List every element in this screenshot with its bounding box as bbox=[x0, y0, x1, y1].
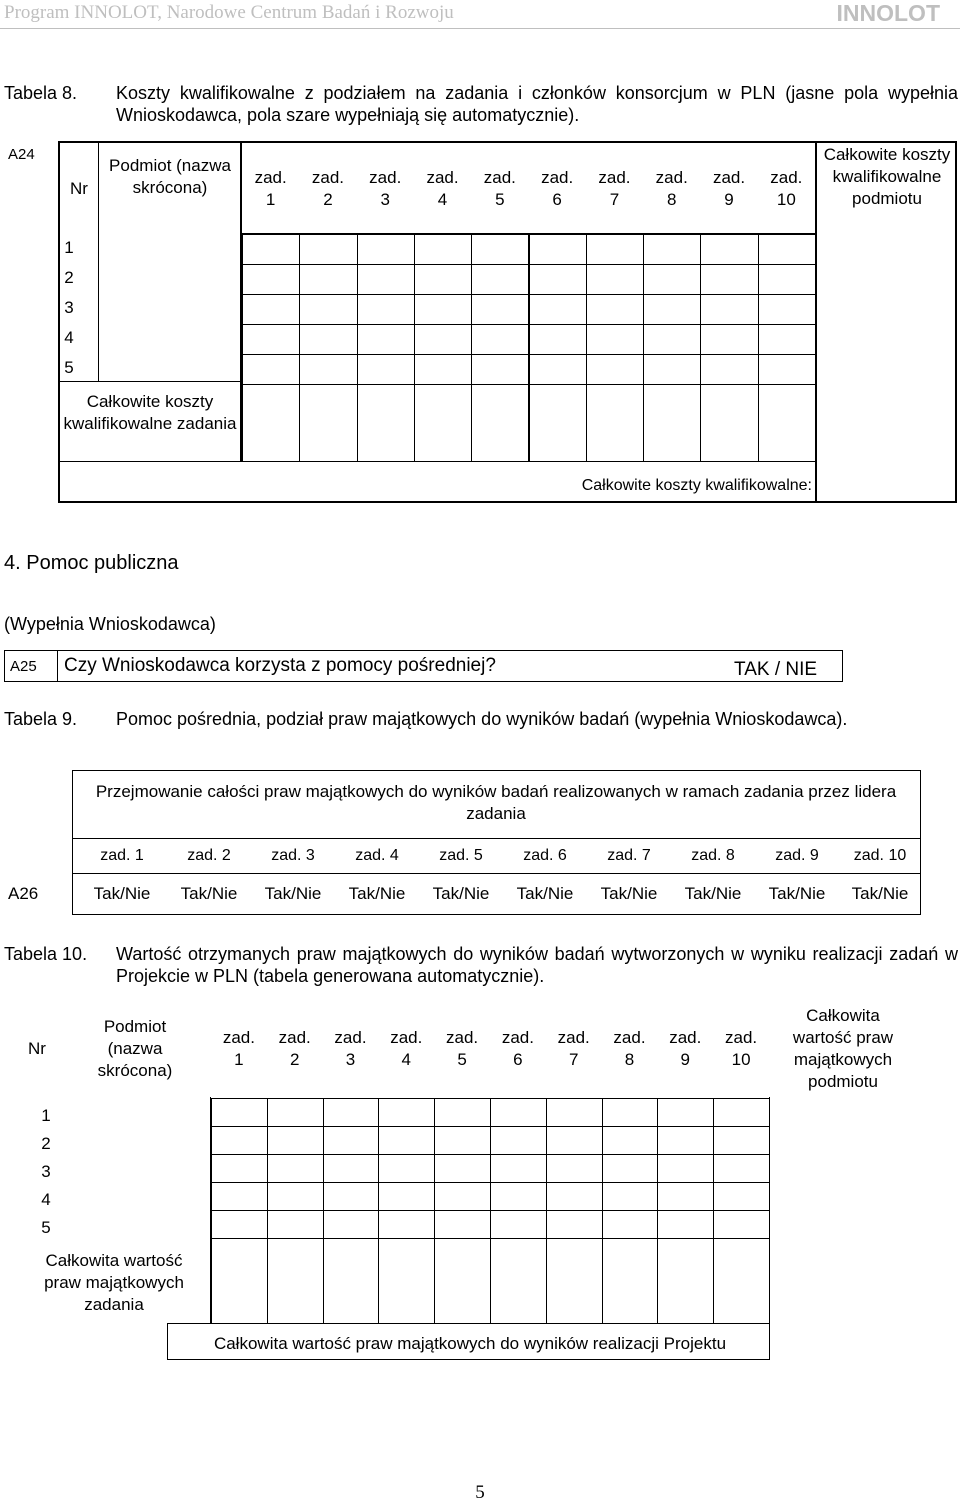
table10-value-cell bbox=[657, 1210, 714, 1239]
table8-row-number: 1 bbox=[64, 238, 74, 257]
table8-code: A24 bbox=[8, 146, 35, 163]
table8-input-cell[interactable] bbox=[758, 354, 816, 385]
table10-value-cell bbox=[211, 1210, 268, 1239]
table10-value-cell bbox=[546, 1126, 603, 1155]
table10-value-cell bbox=[546, 1210, 603, 1239]
table8-input-cell[interactable] bbox=[414, 324, 472, 355]
table9-header: Przejmowanie całości praw majątkowych do wyników badań realizowanych w ramach zadania przez lidera zadania bbox=[95, 782, 897, 823]
table10-value-cell bbox=[267, 1154, 324, 1183]
table10-row-total-label: Całkowita wartość praw majątkowych zadania bbox=[44, 1251, 184, 1314]
table10-task-total-cell bbox=[323, 1238, 380, 1324]
table10-value-cell bbox=[323, 1210, 380, 1239]
table10-task-number: 4 bbox=[401, 1050, 412, 1069]
table10-task-number: 7 bbox=[568, 1050, 579, 1069]
table10-task-total-cell bbox=[602, 1238, 659, 1324]
table8-input-cell[interactable] bbox=[586, 324, 644, 355]
table8-col-total: Całkowite koszty kwalifikowalne podmiotu bbox=[823, 145, 951, 208]
table8-input-cell[interactable] bbox=[758, 264, 816, 295]
a25-question: Czy Wnioskodawca korzysta z pomocy pośredniej? bbox=[64, 655, 496, 676]
table10-caption bbox=[4, 943, 960, 989]
table8-input-cell[interactable] bbox=[643, 234, 701, 265]
table8-input-cell[interactable] bbox=[299, 234, 357, 265]
table10-value-cell bbox=[434, 1126, 491, 1155]
table8-task-total-cell bbox=[586, 384, 644, 462]
table10-col-nr: Nr bbox=[28, 1039, 46, 1058]
table9-value-field[interactable]: Tak/Nie bbox=[516, 884, 574, 903]
table10-value-cell bbox=[378, 1098, 435, 1127]
table10-task-total-cell bbox=[378, 1238, 435, 1324]
table9-value-field[interactable]: Tak/Nie bbox=[264, 884, 322, 903]
table8-input-cell[interactable] bbox=[299, 324, 357, 355]
table10-value-cell bbox=[602, 1182, 659, 1211]
table8-task-zad-word: zad. bbox=[655, 168, 688, 187]
table9-caption-text: Pomoc pośrednia, podział praw majątkowych do wyników badań (wypełnia Wnioskodawca). bbox=[116, 709, 848, 729]
page-number: 5 bbox=[475, 1482, 485, 1503]
table8-task-number: 10 bbox=[776, 190, 796, 209]
table8-input-cell[interactable] bbox=[414, 354, 472, 385]
table10-row-number: 2 bbox=[41, 1134, 51, 1153]
table10-task-zad-word: zad. bbox=[613, 1028, 646, 1047]
table10-value-cell bbox=[713, 1126, 770, 1155]
table10-task-number: 6 bbox=[513, 1050, 523, 1069]
table8-input-cell[interactable] bbox=[357, 324, 415, 355]
table9-value-field[interactable]: Tak/Nie bbox=[600, 884, 658, 903]
table10-task-zad-word: zad. bbox=[557, 1028, 590, 1047]
table10-value-cell bbox=[713, 1154, 770, 1183]
table10-value-cell bbox=[490, 1210, 547, 1239]
table9-value-field[interactable]: Tak/Nie bbox=[93, 884, 151, 903]
table10-task-total-cell bbox=[434, 1238, 491, 1324]
table9-task-header: zad. 6 bbox=[523, 847, 567, 864]
table10-value-cell bbox=[657, 1182, 714, 1211]
table8-input-cell[interactable] bbox=[758, 234, 816, 265]
table10-task-zad-word: zad. bbox=[501, 1028, 534, 1047]
table10-value-cell bbox=[602, 1210, 659, 1239]
table10-value-cell bbox=[546, 1182, 603, 1211]
table8-row-total-label: Całkowite koszty kwalifikowalne zadania bbox=[63, 392, 237, 433]
table9-task-header: zad. 2 bbox=[187, 847, 231, 864]
table10-value-cell bbox=[657, 1126, 714, 1155]
table10-task-total-cell bbox=[546, 1238, 603, 1324]
table10-value-cell bbox=[602, 1126, 659, 1155]
table8-task-number: 6 bbox=[552, 190, 562, 209]
table10-task-zad-word: zad. bbox=[446, 1028, 479, 1047]
table8-input-cell[interactable] bbox=[586, 264, 644, 295]
table9-task-header: zad. 7 bbox=[607, 847, 651, 864]
table10-row-number: 1 bbox=[41, 1106, 51, 1125]
table10-value-cell bbox=[434, 1182, 491, 1211]
table10-task-total-cell bbox=[267, 1238, 324, 1324]
table8-task-total-cell bbox=[242, 384, 300, 462]
table10-task-zad-word: zad. bbox=[278, 1028, 311, 1047]
table8-input-cell[interactable] bbox=[643, 324, 701, 355]
table8-input-cell[interactable] bbox=[700, 354, 758, 385]
table10-task-zad-word: zad. bbox=[222, 1028, 255, 1047]
table10-value-cell bbox=[211, 1098, 268, 1127]
table8-input-cell[interactable] bbox=[357, 354, 415, 385]
table10-col-podmiot: Podmiot (nazwa skrócona) bbox=[97, 1017, 173, 1080]
table8-col-nr: Nr bbox=[70, 179, 88, 198]
table10-value-cell bbox=[434, 1098, 491, 1127]
table9-value-field[interactable]: Tak/Nie bbox=[180, 884, 238, 903]
table8-col-podmiot: Podmiot (nazwa skrócona) bbox=[109, 156, 231, 197]
a26-code: A26 bbox=[8, 884, 39, 903]
table8-task-number: 1 bbox=[265, 190, 276, 209]
table9-value-field[interactable]: Tak/Nie bbox=[851, 884, 909, 903]
table8-task-zad-word: zad. bbox=[426, 168, 459, 187]
table8-task-number: 3 bbox=[380, 190, 390, 209]
table10-row-number: 3 bbox=[41, 1162, 51, 1181]
table8-input-cell[interactable] bbox=[643, 264, 701, 295]
table8-task-number: 8 bbox=[667, 190, 677, 209]
table9-task-header: zad. 3 bbox=[271, 847, 315, 864]
table10-value-cell bbox=[211, 1154, 268, 1183]
table8-task-number: 5 bbox=[495, 190, 505, 209]
table10-value-cell bbox=[323, 1098, 380, 1127]
table10-value-cell bbox=[546, 1098, 603, 1127]
table10-task-zad-word: zad. bbox=[669, 1028, 702, 1047]
table9-task-header: zad. 10 bbox=[853, 847, 907, 864]
table8-task-total-cell bbox=[529, 384, 587, 462]
table8-task-zad-word: zad. bbox=[311, 168, 345, 187]
section4-title: 4. Pomoc publiczna bbox=[4, 552, 179, 574]
table10-value-cell bbox=[378, 1126, 435, 1155]
table9-task-header: zad. 1 bbox=[100, 847, 144, 864]
table8-input-cell[interactable] bbox=[242, 354, 300, 385]
table8-row-number: 3 bbox=[64, 298, 74, 317]
table10-task-zad-word: zad. bbox=[334, 1028, 367, 1047]
table9-value-field[interactable]: Tak/Nie bbox=[432, 884, 490, 903]
table8-task-number: 7 bbox=[609, 190, 620, 209]
table10-value-cell bbox=[323, 1154, 380, 1183]
table8-input-cell[interactable] bbox=[299, 354, 357, 385]
table8-input-cell[interactable] bbox=[414, 264, 472, 295]
table10-value-cell bbox=[378, 1210, 435, 1239]
table10-task-number: 2 bbox=[289, 1050, 300, 1069]
table8-task-zad-word: zad. bbox=[541, 168, 574, 187]
table8-input-cell[interactable] bbox=[357, 294, 415, 325]
table8-grand-total-label: Całkowite koszty kwalifikowalne: bbox=[581, 477, 812, 494]
table8-caption-text: Koszty kwalifikowalne z podziałem na zadania i członków konsorcjum w PLN (jasne pola wypełnia Wnioskodawca, pola szare wypełniają się automatycznie). bbox=[116, 83, 958, 125]
table10-task-number: 5 bbox=[457, 1050, 467, 1069]
table8-input-cell[interactable] bbox=[700, 234, 758, 265]
table10-value-cell bbox=[713, 1182, 770, 1211]
table10-task-number: 3 bbox=[345, 1050, 356, 1069]
table8-input-cell[interactable] bbox=[471, 294, 529, 325]
table10-row-number: 4 bbox=[41, 1190, 51, 1209]
table10-value-cell bbox=[490, 1098, 547, 1127]
table8-input-cell[interactable] bbox=[700, 324, 758, 355]
table10-col-total: Całkowita wartość praw majątkowych podmiotu bbox=[792, 1006, 894, 1091]
table8-input-cell[interactable] bbox=[357, 234, 415, 265]
table10-task-total-cell bbox=[211, 1238, 268, 1324]
section4-subtitle: (Wypełnia Wnioskodawca) bbox=[4, 614, 216, 634]
table10-task-number: 1 bbox=[234, 1050, 244, 1069]
table10-value-cell bbox=[602, 1154, 659, 1183]
table10-task-zad-word: zad. bbox=[725, 1028, 758, 1047]
table8-input-cell[interactable] bbox=[758, 294, 816, 325]
table8-row-number: 2 bbox=[64, 268, 74, 287]
table8-task-zad-word: zad. bbox=[598, 168, 631, 187]
table8-input-cell[interactable] bbox=[242, 234, 300, 265]
table8-task-total-cell bbox=[700, 384, 758, 462]
table8-task-total-cell bbox=[758, 384, 816, 462]
table8-input-cell[interactable] bbox=[414, 234, 472, 265]
table8-task-zad-word: zad. bbox=[369, 168, 402, 187]
table9-task-header: zad. 9 bbox=[775, 847, 819, 864]
table10-value-cell bbox=[490, 1182, 547, 1211]
table8-task-number: 9 bbox=[724, 190, 734, 209]
table8-task-zad-word: zad. bbox=[712, 168, 746, 187]
table10-row-number: 5 bbox=[41, 1218, 51, 1237]
table8-input-cell[interactable] bbox=[242, 264, 300, 295]
table10-value-cell bbox=[323, 1126, 380, 1155]
table8-input-cell[interactable] bbox=[471, 264, 529, 295]
table8-input-cell[interactable] bbox=[529, 234, 587, 265]
table9-value-field[interactable]: Tak/Nie bbox=[768, 884, 826, 903]
table10-value-cell bbox=[490, 1126, 547, 1155]
table8-input-cell[interactable] bbox=[586, 294, 644, 325]
table10-value-cell bbox=[211, 1182, 268, 1211]
table8-input-cell[interactable] bbox=[242, 294, 300, 325]
table10-value-cell bbox=[713, 1098, 770, 1127]
a25-code: A25 bbox=[10, 658, 37, 675]
table8-input-cell[interactable] bbox=[529, 294, 587, 325]
table10-task-total-cell bbox=[490, 1238, 547, 1324]
table8-input-cell[interactable] bbox=[414, 294, 472, 325]
table8-input-cell[interactable] bbox=[586, 234, 644, 265]
table8-task-total-cell bbox=[299, 384, 357, 462]
table10-value-cell bbox=[211, 1126, 268, 1155]
table10-value-cell bbox=[546, 1154, 603, 1183]
a25-answer-field[interactable]: TAK / NIE bbox=[734, 659, 818, 680]
table8-input-cell[interactable] bbox=[700, 294, 758, 325]
table8-caption bbox=[4, 82, 960, 128]
table9-caption bbox=[4, 708, 960, 754]
table10-value-cell bbox=[490, 1154, 547, 1183]
table9-task-header: zad. 4 bbox=[355, 847, 399, 864]
table9-value-field[interactable]: Tak/Nie bbox=[684, 884, 742, 903]
table10-value-cell bbox=[434, 1154, 491, 1183]
table10-value-cell bbox=[378, 1154, 435, 1183]
table10-value-cell bbox=[267, 1182, 324, 1211]
table8-input-cell[interactable] bbox=[471, 324, 529, 355]
table8-input-cell[interactable] bbox=[643, 354, 701, 385]
table8-input-cell[interactable] bbox=[357, 264, 415, 295]
table10-value-cell bbox=[657, 1098, 714, 1127]
table10-caption-text: Wartość otrzymanych praw majątkowych do wyników badań wytworzonych w wyniku realizacji zadań w Projekcie w PLN (tabela generowana automatycznie). bbox=[116, 944, 958, 986]
header-divider bbox=[0, 28, 960, 29]
table10-value-cell bbox=[267, 1126, 324, 1155]
header-program-title: Program INNOLOT, Narodowe Centrum Badań i Rozwoju bbox=[4, 2, 454, 23]
table8-input-cell[interactable] bbox=[471, 234, 529, 265]
table10-value-cell bbox=[267, 1098, 324, 1127]
table8-input-cell[interactable] bbox=[586, 354, 644, 385]
table9-task-header: zad. 5 bbox=[439, 847, 483, 864]
table10-number: Tabela 10. bbox=[4, 944, 88, 964]
table8-input-cell[interactable] bbox=[471, 354, 529, 385]
table8-input-cell[interactable] bbox=[529, 264, 587, 295]
table8-task-zad-word: zad. bbox=[770, 168, 803, 187]
table10-task-number: 10 bbox=[731, 1050, 751, 1069]
table8-task-total-cell bbox=[643, 384, 701, 462]
table10-task-number: 8 bbox=[624, 1050, 635, 1069]
table8-task-number: 2 bbox=[323, 190, 333, 209]
table10-grand-total-label: Całkowita wartość praw majątkowych do wyników realizacji Projektu bbox=[213, 1334, 727, 1353]
table8-task-total-cell bbox=[357, 384, 415, 462]
table8-task-zad-word: zad. bbox=[483, 168, 516, 187]
table8-input-cell[interactable] bbox=[299, 294, 357, 325]
header-logo-text: INNOLOT bbox=[836, 0, 940, 26]
table10-value-cell bbox=[378, 1182, 435, 1211]
table9-number: Tabela 9. bbox=[4, 709, 78, 729]
table10-value-cell bbox=[267, 1210, 324, 1239]
table10-value-cell bbox=[602, 1098, 659, 1127]
table8-input-cell[interactable] bbox=[700, 264, 758, 295]
table10-task-total-cell bbox=[713, 1238, 770, 1324]
table10-value-cell bbox=[434, 1210, 491, 1239]
table10-value-cell bbox=[323, 1182, 380, 1211]
table10-task-number: 9 bbox=[680, 1050, 691, 1069]
table8-row-number: 5 bbox=[64, 358, 74, 377]
table8-number: Tabela 8. bbox=[4, 83, 78, 103]
table8-row-number: 4 bbox=[64, 328, 74, 347]
table8-input-cell[interactable] bbox=[529, 354, 587, 385]
table10-task-zad-word: zad. bbox=[390, 1028, 423, 1047]
table9-value-field[interactable]: Tak/Nie bbox=[348, 884, 406, 903]
table8-input-cell[interactable] bbox=[242, 324, 300, 355]
table8-input-cell[interactable] bbox=[758, 324, 816, 355]
table8-input-cell[interactable] bbox=[529, 324, 587, 355]
table8-input-cell[interactable] bbox=[299, 264, 357, 295]
table8-task-zad-word: zad. bbox=[254, 168, 287, 187]
table9-task-header: zad. 8 bbox=[691, 847, 735, 864]
table8-task-total-cell bbox=[471, 384, 529, 462]
table10-value-cell bbox=[657, 1154, 714, 1183]
table8-task-number: 4 bbox=[437, 190, 448, 209]
table8-input-cell[interactable] bbox=[643, 294, 701, 325]
table10-value-cell bbox=[713, 1210, 770, 1239]
table8-task-total-cell bbox=[414, 384, 472, 462]
table10-task-total-cell bbox=[657, 1238, 714, 1324]
